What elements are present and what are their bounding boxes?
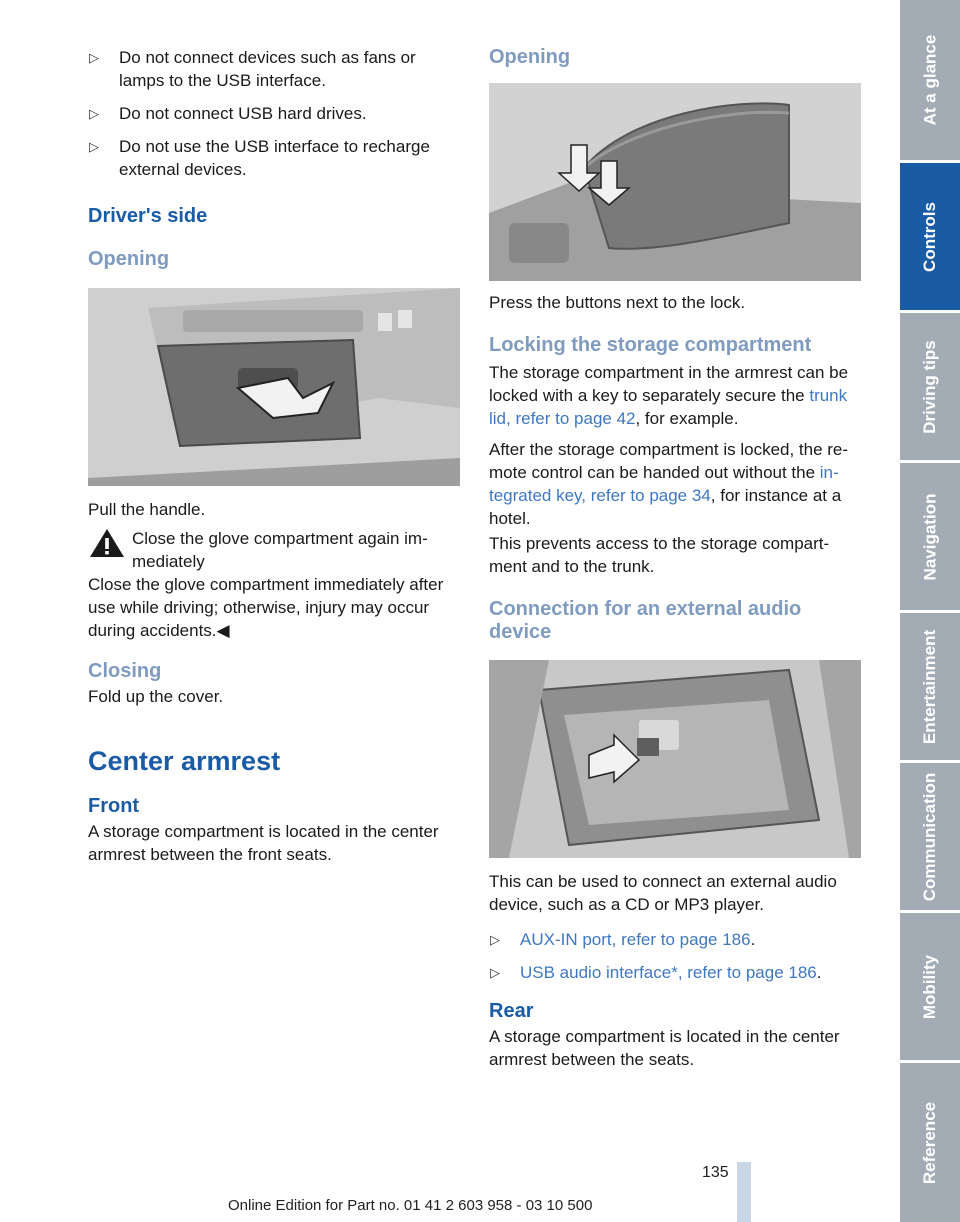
warning-triangle-icon (88, 527, 132, 564)
trunk-lid-link[interactable]: trunk lid, refer to page 42 (489, 386, 848, 428)
tab-at-a-glance[interactable]: At a glance (900, 0, 960, 160)
footer-edition-text: Online Edition for Part no. 01 41 2 603 958 - 03 10 500 (228, 1197, 593, 1214)
rear-text: A storage compartment is located in the center armrest between the seats. (489, 1027, 840, 1069)
front-heading: Front (88, 795, 140, 817)
aux-in-link[interactable]: AUX-IN port, refer to page 186 (520, 930, 751, 949)
warning-box (88, 527, 460, 573)
tab-reference[interactable]: Reference (900, 1063, 960, 1222)
locking-paragraph (489, 361, 861, 430)
armrest-illustration (489, 83, 861, 281)
list-item: ▷ USB audio interface*, refer to page 186. (490, 963, 822, 982)
press-buttons-text: Press the buttons next to the lock. (489, 293, 746, 312)
tab-entertainment[interactable]: Entertainment (900, 613, 960, 760)
integrated-key-link[interactable]: in‐tegrated key, refer to page 34 (489, 463, 839, 505)
tab-communication[interactable]: Communication (900, 763, 960, 910)
list-item (88, 102, 460, 125)
after-locked-paragraph (489, 438, 861, 530)
pull-handle-text: Pull the handle. (88, 500, 206, 519)
bullet-text: Do not use the USB interface to recharge external devices. (119, 137, 430, 179)
opening-heading: Opening (88, 248, 170, 270)
triangle-bullet-icon: ▷ (490, 965, 500, 980)
page-number: 135 (702, 1164, 729, 1181)
left-column (88, 46, 460, 866)
warning-title: Close the glove compartment again im‐mediately (132, 529, 428, 571)
locking-text: The storage compartment in the armrest can be locked with a key to separately secure the (489, 363, 849, 405)
list-item (88, 46, 460, 92)
aux-port-illustration (489, 660, 861, 858)
chapter-tabs (900, 0, 960, 1222)
closing-heading: Closing (88, 660, 162, 682)
triangle-bullet-icon: ▷ (89, 50, 99, 65)
drivers-side-heading: Driver's side (88, 205, 208, 227)
tab-driving-tips[interactable]: Driving tips (900, 313, 960, 460)
page-number-bar (737, 1162, 751, 1222)
rear-heading: Rear (489, 1000, 534, 1022)
list-item (88, 135, 460, 181)
opening-heading-right: Opening (489, 46, 571, 68)
glove-compartment-illustration (88, 288, 460, 486)
triangle-bullet-icon: ▷ (490, 932, 500, 947)
triangle-bullet-icon: ▷ (89, 106, 99, 121)
list-item: ▷ AUX-IN port, refer to page 186. (490, 930, 756, 949)
bullet-text: Do not connect USB hard drives. (119, 104, 367, 123)
locking-text-end: , for example. (635, 409, 739, 428)
glove-compartment-image (88, 288, 460, 486)
center-armrest-heading: Center armrest (88, 746, 281, 776)
after-locked-text: After the storage compartment is locked, the re‐mote control can be handed out without the (489, 440, 849, 482)
front-text: A storage compartment is located in the center armrest between the front seats. (88, 822, 439, 864)
armrest-opening-image (489, 83, 861, 281)
bullet-text: Do not connect devices such as fans or lamps to the USB interface. (119, 48, 416, 90)
tab-controls[interactable]: Controls (900, 163, 960, 310)
right-column (489, 46, 861, 1071)
tab-navigation[interactable]: Navigation (900, 463, 960, 610)
connection-heading: Connection for an external audio device (489, 598, 802, 643)
closing-text: Fold up the cover. (88, 687, 224, 706)
connect-text: This can be used to connect an external audio device, such as a CD or MP3 player. (489, 872, 837, 914)
triangle-bullet-icon: ▷ (89, 139, 99, 154)
prevents-text: This prevents access to the storage compart‐ment and to the trunk. (489, 534, 830, 576)
locking-heading: Locking the storage compartment (489, 334, 812, 356)
aux-connection-image (489, 660, 861, 858)
after-locked-text-end: , for instance at a hotel. (489, 486, 842, 528)
tab-mobility[interactable]: Mobility (900, 913, 960, 1060)
usb-audio-link[interactable]: USB audio interface*, refer to page 186 (520, 963, 817, 982)
warning-body: Close the glove compartment immediately after use while driving; otherwise, injury may occur during accidents.◀ (88, 575, 444, 640)
